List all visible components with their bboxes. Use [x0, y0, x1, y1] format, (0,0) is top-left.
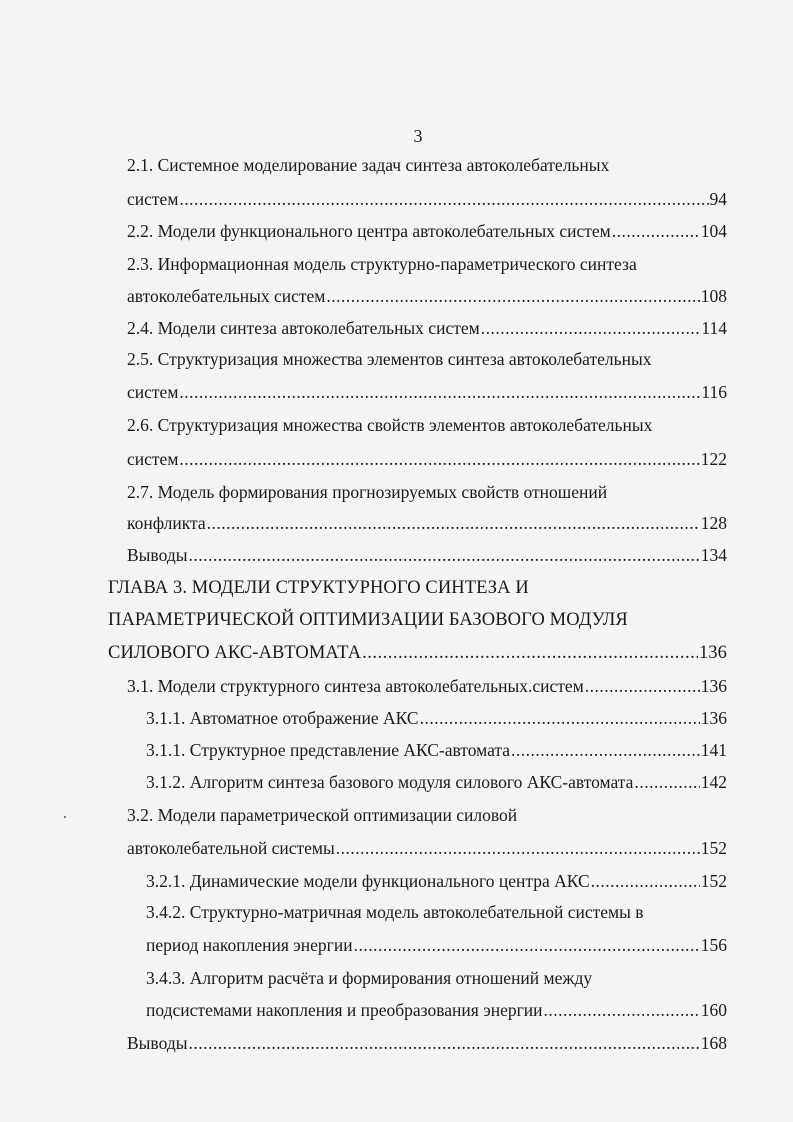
toc-page-number: 128 — [700, 513, 727, 533]
toc-chapter-3-line1 — [108, 575, 529, 601]
toc-entry-3-4-2-cont — [146, 932, 727, 958]
toc-entry-text: систем — [127, 189, 179, 209]
toc-entry-3-2-cont — [127, 835, 727, 861]
toc-entry-3-4-2 — [146, 899, 644, 925]
toc-entry-text: Выводы — [127, 545, 188, 565]
dot-leader — [612, 218, 700, 244]
toc-page-number: 142 — [700, 772, 727, 792]
toc-entry-text: 3.1.2. Алгоритм синтеза базового модуля силового АКС-автомата — [146, 772, 634, 792]
dot-leader — [481, 315, 701, 341]
toc-page-number: 136 — [700, 708, 727, 728]
toc-page-number: 94 — [709, 189, 727, 209]
dot-leader — [420, 705, 700, 731]
toc-entry-text: 2.6. Структуризация множества свойств элементов автоколебательных — [127, 415, 653, 435]
dot-leader — [179, 379, 700, 405]
toc-entry-text: ГЛАВА 3. МОДЕЛИ СТРУКТУРНОГО СИНТЕЗА И — [108, 578, 529, 598]
toc-entry-3-4-3-cont — [146, 997, 727, 1023]
toc-entry-text: подсистемами накопления и преобразования энергии — [146, 1000, 543, 1020]
toc-entry-text: автоколебательной системы — [127, 838, 335, 858]
toc-page-number: 122 — [700, 449, 727, 469]
dot-leader — [179, 446, 699, 472]
toc-entry-conclusions-ch3 — [127, 1030, 727, 1056]
dot-leader — [585, 673, 700, 699]
toc-entry-2-1-cont — [127, 186, 727, 212]
dot-leader — [634, 769, 699, 795]
toc-page-number: 108 — [700, 286, 727, 306]
dot-leader — [336, 835, 700, 861]
dot-leader — [179, 186, 708, 212]
toc-entry-text: ПАРАМЕТРИЧЕСКОЙ ОПТИМИЗАЦИИ БАЗОВОГО МОДУЛЯ — [108, 610, 628, 630]
toc-page-number: 136 — [698, 643, 727, 663]
toc-entry-3-4-3 — [146, 965, 592, 991]
toc-entry-text: 3.1. Модели структурного синтеза автоколебательных.систем — [127, 676, 584, 696]
toc-entry-text: 2.7. Модель формирования прогнозируемых свойств отношений — [127, 482, 608, 502]
toc-page-number: 168 — [700, 1033, 727, 1053]
dot-leader — [362, 640, 698, 666]
toc-entry-2-7 — [127, 479, 607, 505]
toc-entry-text: конфликта — [127, 513, 206, 533]
dot-leader — [511, 737, 700, 763]
toc-entry-2-5-cont — [127, 379, 727, 405]
toc-entry-text: систем — [127, 449, 179, 469]
toc-entry-conclusions-ch2 — [127, 542, 727, 568]
scan-speck — [64, 816, 66, 818]
toc-page-number: 114 — [701, 318, 727, 338]
toc-entry-text: 3.1.1. Структурное представление АКС-автомата — [146, 740, 511, 760]
toc-chapter-3-line2 — [108, 607, 628, 633]
toc-page-number: 104 — [700, 221, 727, 241]
toc-page-number: 141 — [700, 740, 727, 760]
toc-chapter-3-line3 — [108, 640, 727, 666]
toc-entry-3-1 — [127, 673, 727, 699]
dot-leader — [188, 1030, 699, 1056]
toc-entry-text: 2.3. Информационная модель структурно-параметрического синтеза — [127, 254, 637, 274]
toc-page-number: 136 — [700, 676, 727, 696]
page-number: 3 — [413, 126, 423, 146]
dot-leader — [354, 932, 700, 958]
toc-entry-text: автоколебательных систем — [127, 286, 326, 306]
toc-entry-2-3 — [127, 251, 637, 277]
toc-entry-2-6-cont — [127, 446, 727, 472]
toc-entry-2-1 — [127, 152, 609, 178]
toc-page-number: 134 — [700, 545, 727, 565]
toc-entry-text: 3.4.2. Структурно-матричная модель автоколебательной системы в — [146, 902, 644, 922]
toc-entry-2-5 — [127, 346, 652, 372]
toc-entry-2-6 — [127, 412, 652, 438]
toc-entry-text: СИЛОВОГО АКС-АВТОМАТА — [108, 643, 362, 663]
toc-entry-3-1-2 — [146, 769, 727, 795]
toc-entry-text: 2.5. Структуризация множества элементов синтеза автоколебательных — [127, 349, 652, 369]
toc-page-number: 160 — [700, 1000, 727, 1020]
toc-entry-2-7-cont — [127, 510, 727, 536]
toc-entry-text: 2.4. Модели синтеза автоколебательных систем — [127, 318, 480, 338]
toc-entry-3-2-1 — [146, 868, 727, 894]
toc-entry-text: период накопления энергии — [146, 935, 353, 955]
dot-leader — [544, 997, 700, 1023]
toc-entry-text: Выводы — [127, 1033, 188, 1053]
toc-entry-text: 3.2. Модели параметрической оптимизации силовой — [127, 805, 518, 825]
toc-entry-text: 3.2.1. Динамические модели функционального центра АКС — [146, 871, 590, 891]
toc-entry-text: систем — [127, 382, 179, 402]
toc-page-number: 152 — [700, 871, 727, 891]
toc-entry-text: 3.4.3. Алгоритм расчёта и формирования отношений между — [146, 968, 593, 988]
toc-entry-2-4 — [127, 315, 727, 341]
dot-leader — [591, 868, 700, 894]
toc-page-number: 156 — [700, 935, 727, 955]
toc-entry-text: 2.2. Модели функционального центра автоколебательных систем — [127, 221, 611, 241]
toc-entry-3-1-1b — [146, 737, 727, 763]
toc-page-number: 116 — [701, 382, 727, 402]
toc-entry-2-2 — [127, 218, 727, 244]
toc-page-number: 152 — [700, 838, 727, 858]
toc-entry-2-3-cont — [127, 283, 727, 309]
dot-leader — [326, 283, 699, 309]
toc-entry-text: 3.1.1. Автоматное отображение АКС — [146, 708, 419, 728]
dot-leader — [207, 510, 700, 536]
toc-entry-3-2 — [127, 802, 517, 828]
toc-entry-3-1-1a — [146, 705, 727, 731]
dot-leader — [188, 542, 699, 568]
toc-entry-text: 2.1. Системное моделирование задач синтеза автоколебательных — [127, 155, 610, 175]
